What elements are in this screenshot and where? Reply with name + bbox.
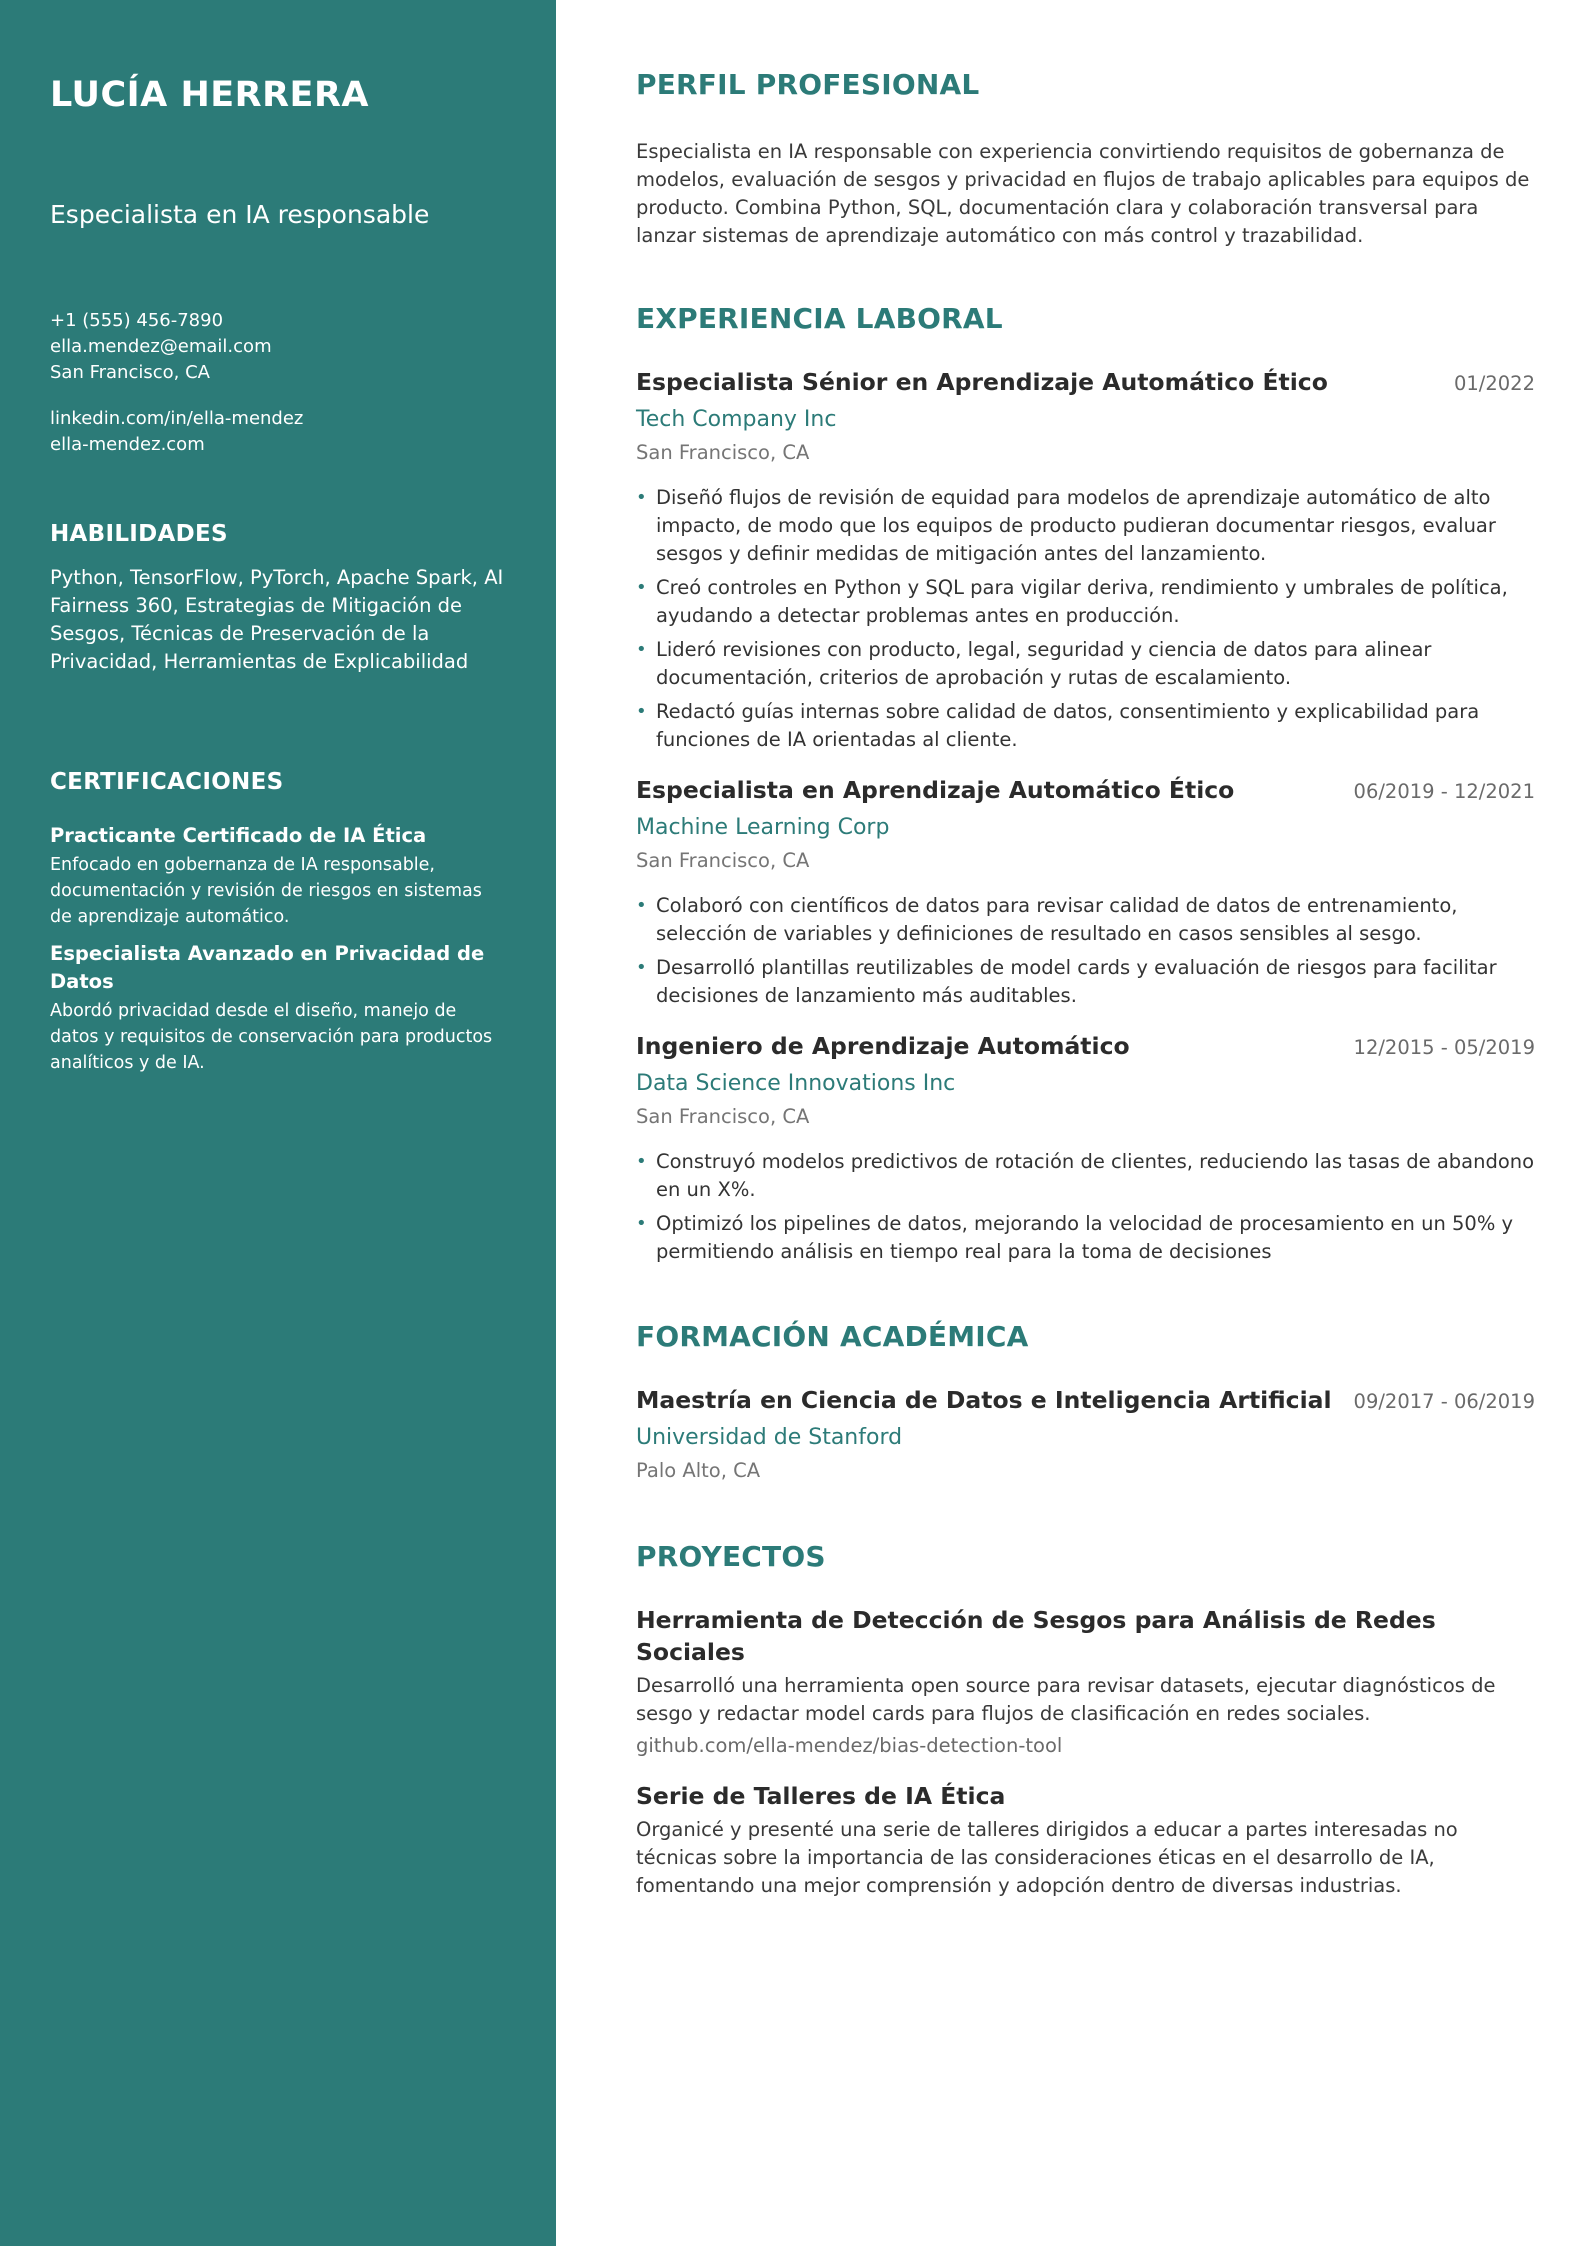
degree-title: Maestría en Ciencia de Datos e Inteligencia Artificial (636, 1386, 1332, 1414)
linkedin-link[interactable]: linkedin.com/in/ella-mendez (50, 408, 304, 429)
bullet-text: Construyó modelos predictivos de rotación de clientes, reduciendo las tasas de abandono en un X%. (656, 1150, 1535, 1201)
location: San Francisco, CA (50, 362, 210, 383)
education-entry (636, 1384, 1535, 1486)
certification-item (50, 822, 506, 930)
bullet-item (636, 1148, 1535, 1204)
bullet-item (636, 574, 1535, 630)
bullet-dot-icon: • (636, 639, 647, 660)
job-date: 01/2022 (1453, 372, 1535, 395)
job-bullets (636, 892, 1535, 1010)
profile-summary: Especialista en IA responsable con experiencia convirtiendo requisitos de gobernanza de modelos, evaluación de sesgos y privacidad en flujos de trabajo aplicables para equipos de producto. Combina Python, SQL, documentación clara y colaboración transversal para lanzar sistemas de aprendizaje automático con más control y trazabilidad. (636, 140, 1530, 247)
job-header (636, 774, 1535, 808)
project-title: Herramienta de Detección de Sesgos para Análisis de Redes Sociales (636, 1606, 1436, 1666)
job-header (636, 1030, 1535, 1064)
bullet-item (636, 892, 1535, 948)
job-title: Especialista en Aprendizaje Automático Ético (636, 776, 1235, 804)
bullet-text: Optimizó los pipelines de datos, mejorando la velocidad de procesamiento en un 50% y permitiendo análisis en tiempo real para la toma de decisiones (656, 1212, 1514, 1263)
bullet-item (636, 636, 1535, 692)
main-content (556, 0, 1588, 2246)
bullet-text: Diseñó flujos de revisión de equidad para modelos de aprendizaje automático de alto impacto, de modo que los equipos de producto pudieran documentar riesgos, evaluar sesgos y definir medidas de mitigación antes del lanzamiento. (656, 486, 1496, 565)
school-name: Universidad de Stanford (636, 1425, 903, 1450)
candidate-name: LUCÍA HERRERA (50, 75, 370, 115)
headline: Especialista en IA responsable (50, 200, 430, 229)
job-bullets (636, 484, 1535, 754)
certifications-heading: CERTIFICACIONES (50, 769, 284, 795)
project-link[interactable]: github.com/ella-mendez/bias-detection-tool (636, 1734, 1063, 1757)
job-location: San Francisco, CA (636, 1105, 810, 1128)
certification-title: Especialista Avanzado en Privacidad de Datos (50, 942, 485, 993)
bullet-dot-icon: • (636, 1213, 647, 1234)
job-header (636, 366, 1535, 400)
profile-links (50, 406, 506, 458)
education-date: 09/2017 - 06/2019 (1353, 1390, 1535, 1413)
education-header (636, 1384, 1535, 1418)
job-entry (636, 366, 1535, 754)
job-location: San Francisco, CA (636, 849, 810, 872)
certification-title: Practicante Certificado de IA Ética (50, 824, 427, 847)
project-desc: Desarrolló una herramienta open source para revisar datasets, ejecutar diagnósticos de sesgo y redactar model cards para flujos de clasificación en redes sociales. (636, 1674, 1496, 1725)
phone: +1 (555) 456-7890 (50, 310, 224, 331)
bullet-item (636, 954, 1535, 1010)
bullet-dot-icon: • (636, 1151, 647, 1172)
skills-list: Python, TensorFlow, PyTorch, Apache Spark, AI Fairness 360, Estrategias de Mitigación de Sesgos, Técnicas de Preservación de la Privacidad, Herramientas de Explicabilidad (50, 566, 504, 673)
bullet-text: Lideró revisiones con producto, legal, seguridad y ciencia de datos para alinear documentación, criterios de aprobación y rutas de escalamiento. (656, 638, 1432, 689)
certification-item (50, 940, 506, 1076)
company-name: Data Science Innovations Inc (636, 1071, 956, 1096)
bullet-text: Desarrolló plantillas reutilizables de model cards y evaluación de riesgos para facilitar decisiones de lanzamiento más auditables. (656, 956, 1497, 1007)
bullet-dot-icon: • (636, 701, 647, 722)
project-desc: Organicé y presenté una serie de talleres dirigidos a educar a partes interesadas no técnicas sobre la importancia de las consideraciones éticas en el desarrollo de IA, fomentando una mejor comprensión y adopción dentro de diversas industrias. (636, 1818, 1458, 1897)
job-bullets (636, 1148, 1535, 1266)
job-location: San Francisco, CA (636, 441, 810, 464)
job-title: Ingeniero de Aprendizaje Automático (636, 1032, 1130, 1060)
company-name: Machine Learning Corp (636, 815, 890, 840)
sidebar (0, 0, 556, 2246)
bullet-dot-icon: • (636, 957, 647, 978)
profile-heading: PERFIL PROFESIONAL (636, 68, 980, 101)
job-entry (636, 1030, 1535, 1266)
certification-desc: Enfocado en gobernanza de IA responsable, documentación y revisión de riesgos en sistemas de aprendizaje automático. (50, 855, 482, 927)
job-title: Especialista Sénior en Aprendizaje Automático Ético (636, 368, 1328, 396)
project-item (636, 1780, 1535, 1900)
bullet-dot-icon: • (636, 487, 647, 508)
project-title: Serie de Talleres de IA Ética (636, 1782, 1006, 1810)
contact-info (50, 308, 506, 386)
skills-heading: HABILIDADES (50, 521, 228, 547)
website-link[interactable]: ella-mendez.com (50, 434, 205, 455)
bullet-dot-icon: • (636, 895, 647, 916)
company-name: Tech Company Inc (636, 407, 837, 432)
school-location: Palo Alto, CA (636, 1459, 761, 1482)
experience-heading: EXPERIENCIA LABORAL (636, 302, 1003, 335)
email[interactable]: ella.mendez@email.com (50, 336, 272, 357)
projects-heading: PROYECTOS (636, 1540, 826, 1573)
bullet-text: Creó controles en Python y SQL para vigilar deriva, rendimiento y umbrales de política, ayudando a detectar problemas antes en producción. (656, 576, 1508, 627)
bullet-text: Colaboró con científicos de datos para revisar calidad de datos de entrenamiento, selección de variables y definiciones de resultado en casos sensibles al sesgo. (656, 894, 1458, 945)
certification-desc: Abordó privacidad desde el diseño, manejo de datos y requisitos de conservación para productos analíticos y de IA. (50, 1001, 493, 1073)
bullet-text: Redactó guías internas sobre calidad de datos, consentimiento y explicabilidad para funciones de IA orientadas al cliente. (656, 700, 1480, 751)
education-heading: FORMACIÓN ACADÉMICA (636, 1320, 1029, 1353)
job-date: 12/2015 - 05/2019 (1353, 1036, 1535, 1059)
job-date: 06/2019 - 12/2021 (1353, 780, 1535, 803)
bullet-item (636, 698, 1535, 754)
project-item (636, 1604, 1535, 1760)
bullet-item (636, 484, 1535, 568)
bullet-item (636, 1210, 1535, 1266)
job-entry (636, 774, 1535, 1010)
bullet-dot-icon: • (636, 577, 647, 598)
